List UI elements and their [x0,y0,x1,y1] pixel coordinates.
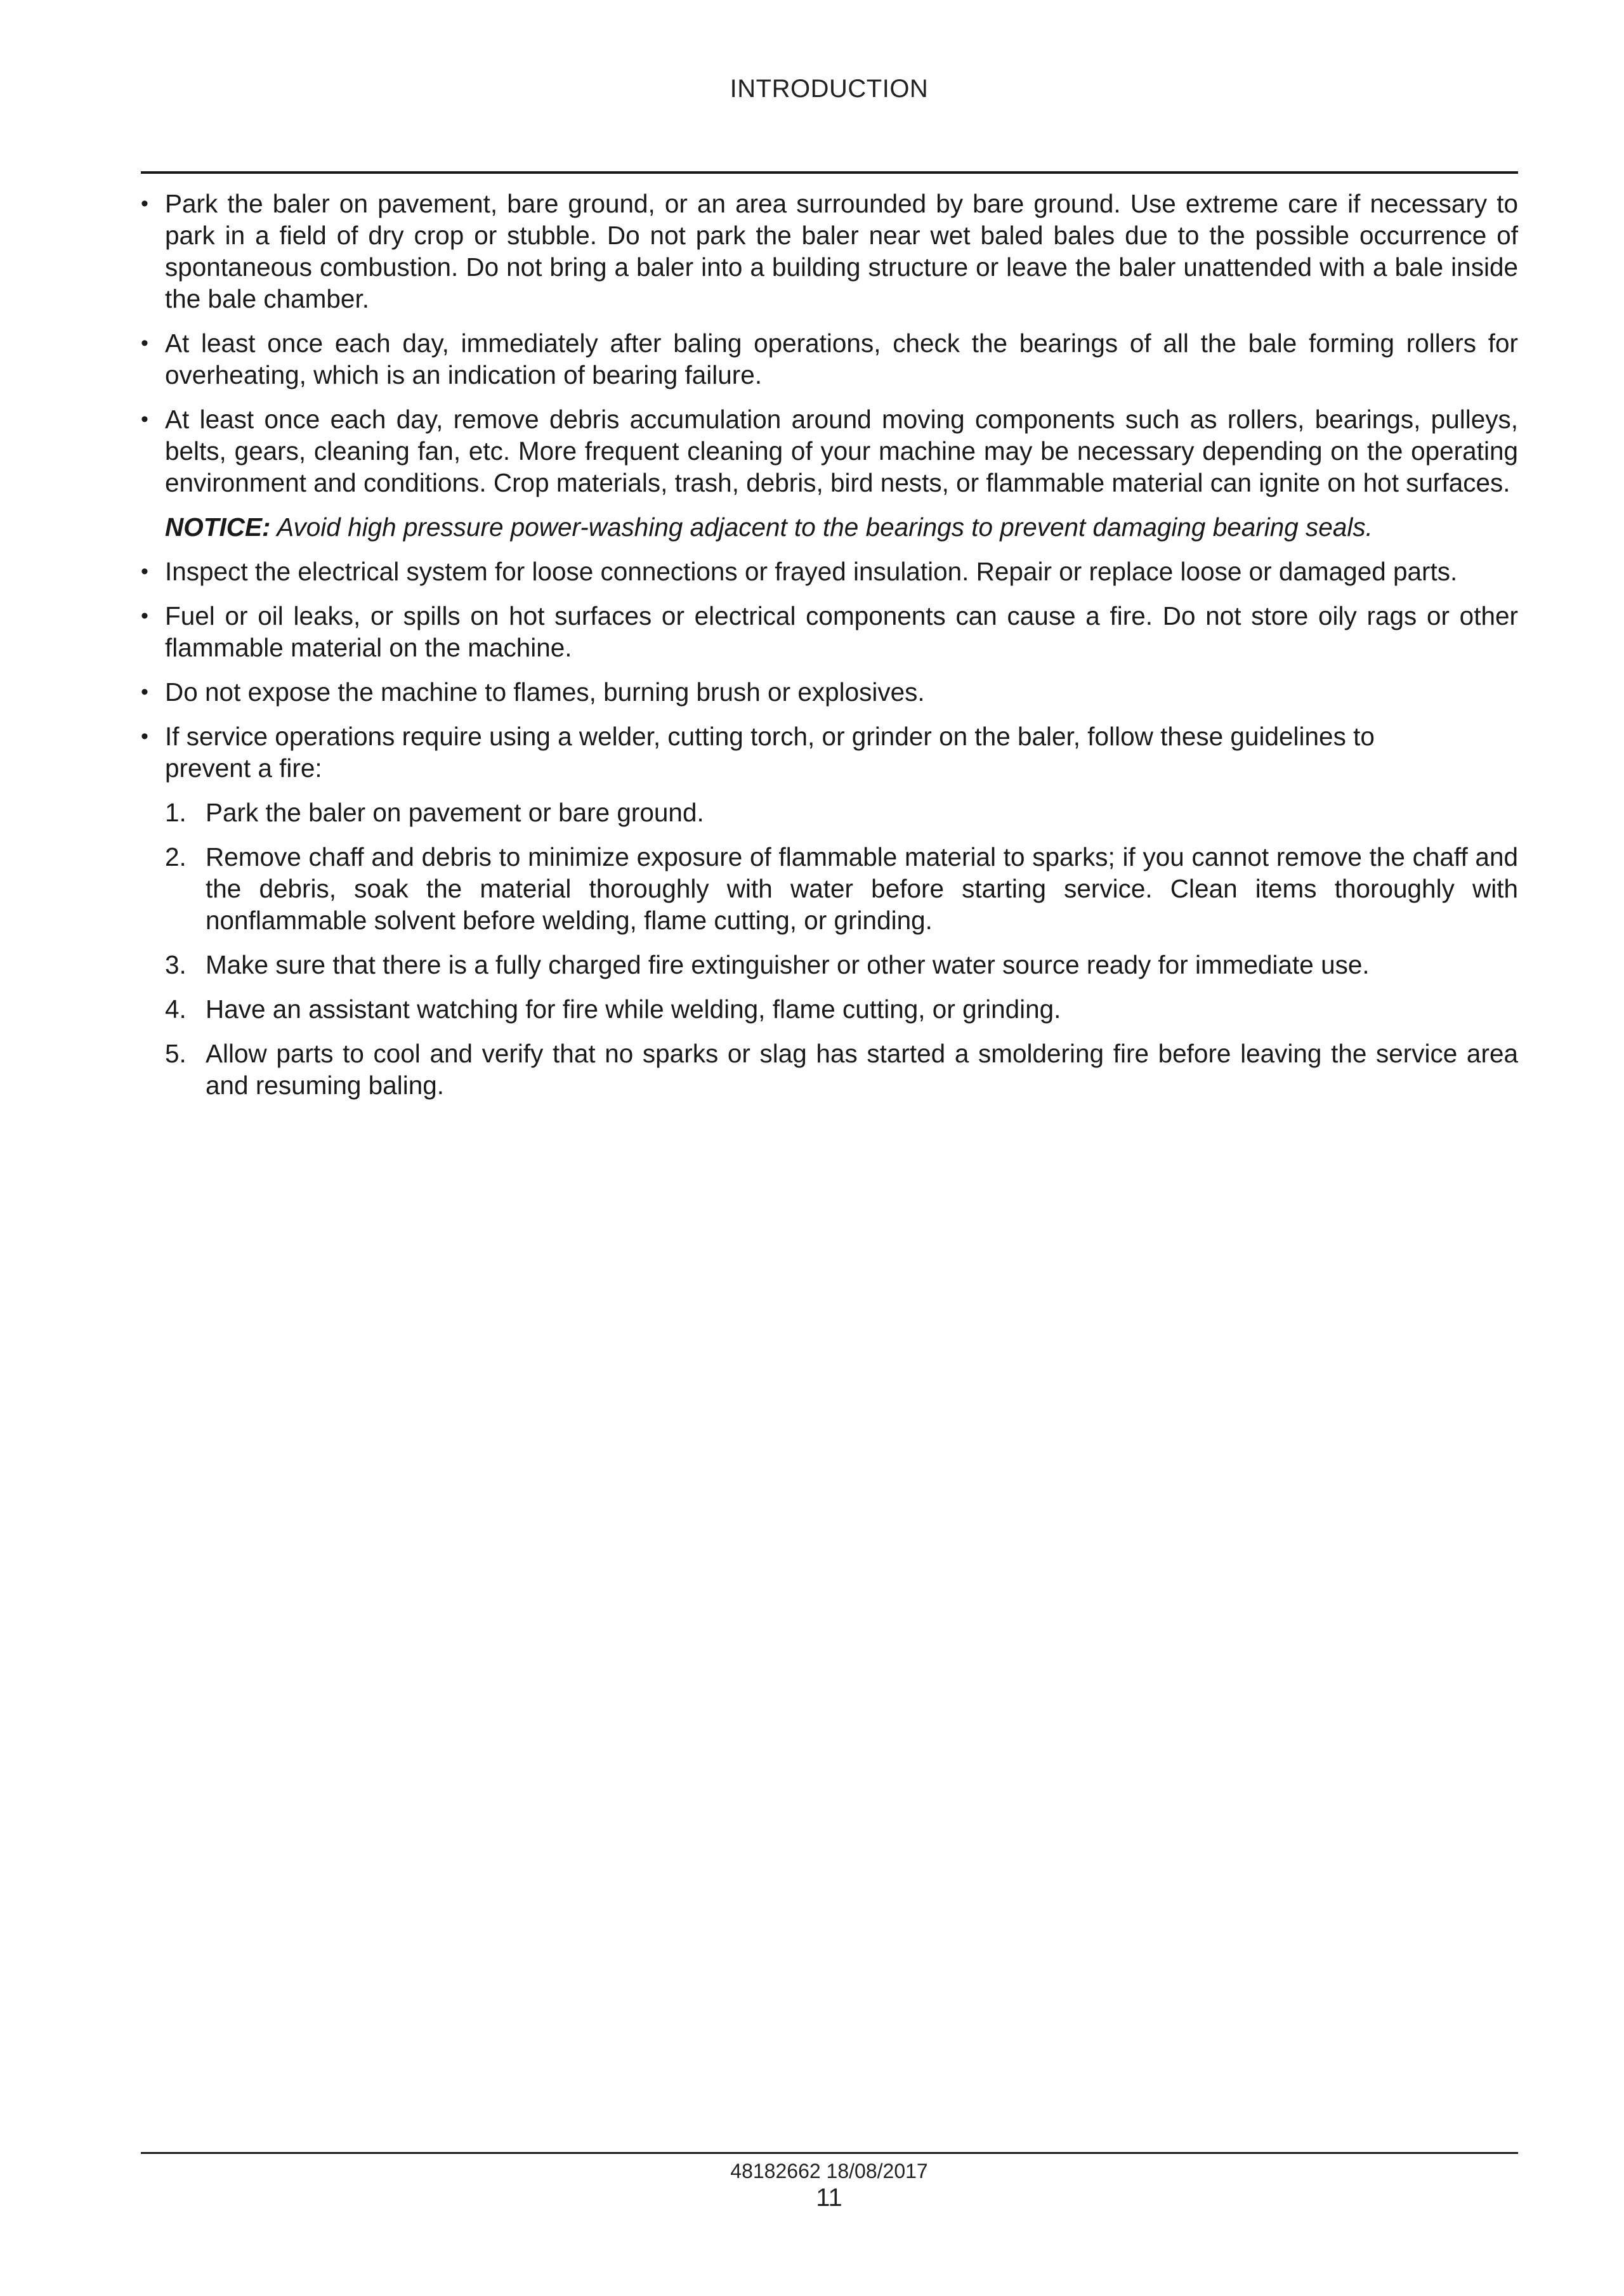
main-content [141,188,1518,1114]
list-item [141,600,1518,663]
notice-paragraph [141,511,1518,543]
header-divider [141,171,1518,174]
step-text: Remove chaff and debris to minimize exposure of flammable material to sparks; if you cannot remove the chaff and the debris, soak the material thoroughly with water before starting service. Clean items thoroughly with nonflammable solvent before welding, flame cutting, or grinding. [206,842,1518,935]
bullet-icon: • [141,680,148,704]
bullet-icon: • [141,559,148,584]
step-number: 3. [165,950,187,979]
page-number: 11 [816,2184,842,2212]
bullet-icon: • [141,331,148,355]
list-item-text: Fuel or oil leaks, or spills on hot surfaces or electrical components can cause a fire. Do not store oily rags or other flammable material on the machine. [165,601,1518,662]
list-item [141,556,1518,587]
document-code: 48182662 18/08/2017 [730,2160,928,2182]
numbered-step [141,1038,1518,1101]
list-item-text: Do not expose the machine to flames, burning brush or explosives. [165,677,925,707]
footer-divider [141,2152,1518,2154]
list-item [141,403,1518,499]
step-text: Have an assistant watching for fire while welding, flame cutting, or grinding. [206,995,1061,1024]
numbered-step [141,949,1518,981]
bullet-icon: • [141,724,148,748]
step-number: 1. [165,798,187,827]
list-item-text: If service operations require using a welder, cutting torch, or grinder on the baler, follow these guidelines to prevent a fire: [165,722,1375,783]
list-item [141,721,1518,784]
step-text: Allow parts to cool and verify that no sparks or slag has started a smoldering fire before leaving the service area and resuming baling. [206,1039,1518,1100]
list-item-text: Inspect the electrical system for loose connections or frayed insulation. Repair or replace loose or damaged parts. [165,557,1458,586]
bullet-icon: • [141,192,148,216]
bullet-icon: • [141,604,148,628]
list-item [141,327,1518,391]
list-item-text: At least once each day, remove debris accumulation around moving components such as rollers, bearings, pulleys, belts, gears, cleaning fan, etc. More frequent cleaning of your machine may be necessary depending on the operating environment and conditions. Crop materials, trash, debris, bird nests, or flammable material can ignite on hot surfaces. [165,405,1518,497]
list-item-text: At least once each day, immediately after baling operations, check the bearings of all the bale forming rollers for overheating, which is an indication of bearing failure. [165,329,1518,389]
notice-text: Avoid high pressure power-washing adjacent to the bearings to prevent damaging bearing seals. [270,512,1373,542]
step-text: Make sure that there is a fully charged fire extinguisher or other water source ready for immediate use. [206,950,1370,979]
bullet-icon: • [141,407,148,431]
page-header-title: INTRODUCTION [730,75,929,103]
list-item [141,676,1518,708]
numbered-step [141,841,1518,936]
step-number: 4. [165,995,187,1024]
step-text: Park the baler on pavement or bare ground. [206,798,704,827]
notice-label: NOTICE: [165,512,271,542]
numbered-step [141,797,1518,828]
step-number: 5. [165,1039,187,1068]
list-item-text: Park the baler on pavement, bare ground, or an area surrounded by bare ground. Use extreme care if necessary to park in a field of dry crop or stubble. Do not park the baler near wet baled bales due to the possible occurrence of spontaneous combustion. Do not bring a baler into a building structure or leave the baler unattended with a bale inside the bale chamber. [165,189,1518,313]
numbered-step [141,993,1518,1025]
list-item [141,188,1518,315]
step-number: 2. [165,842,187,871]
